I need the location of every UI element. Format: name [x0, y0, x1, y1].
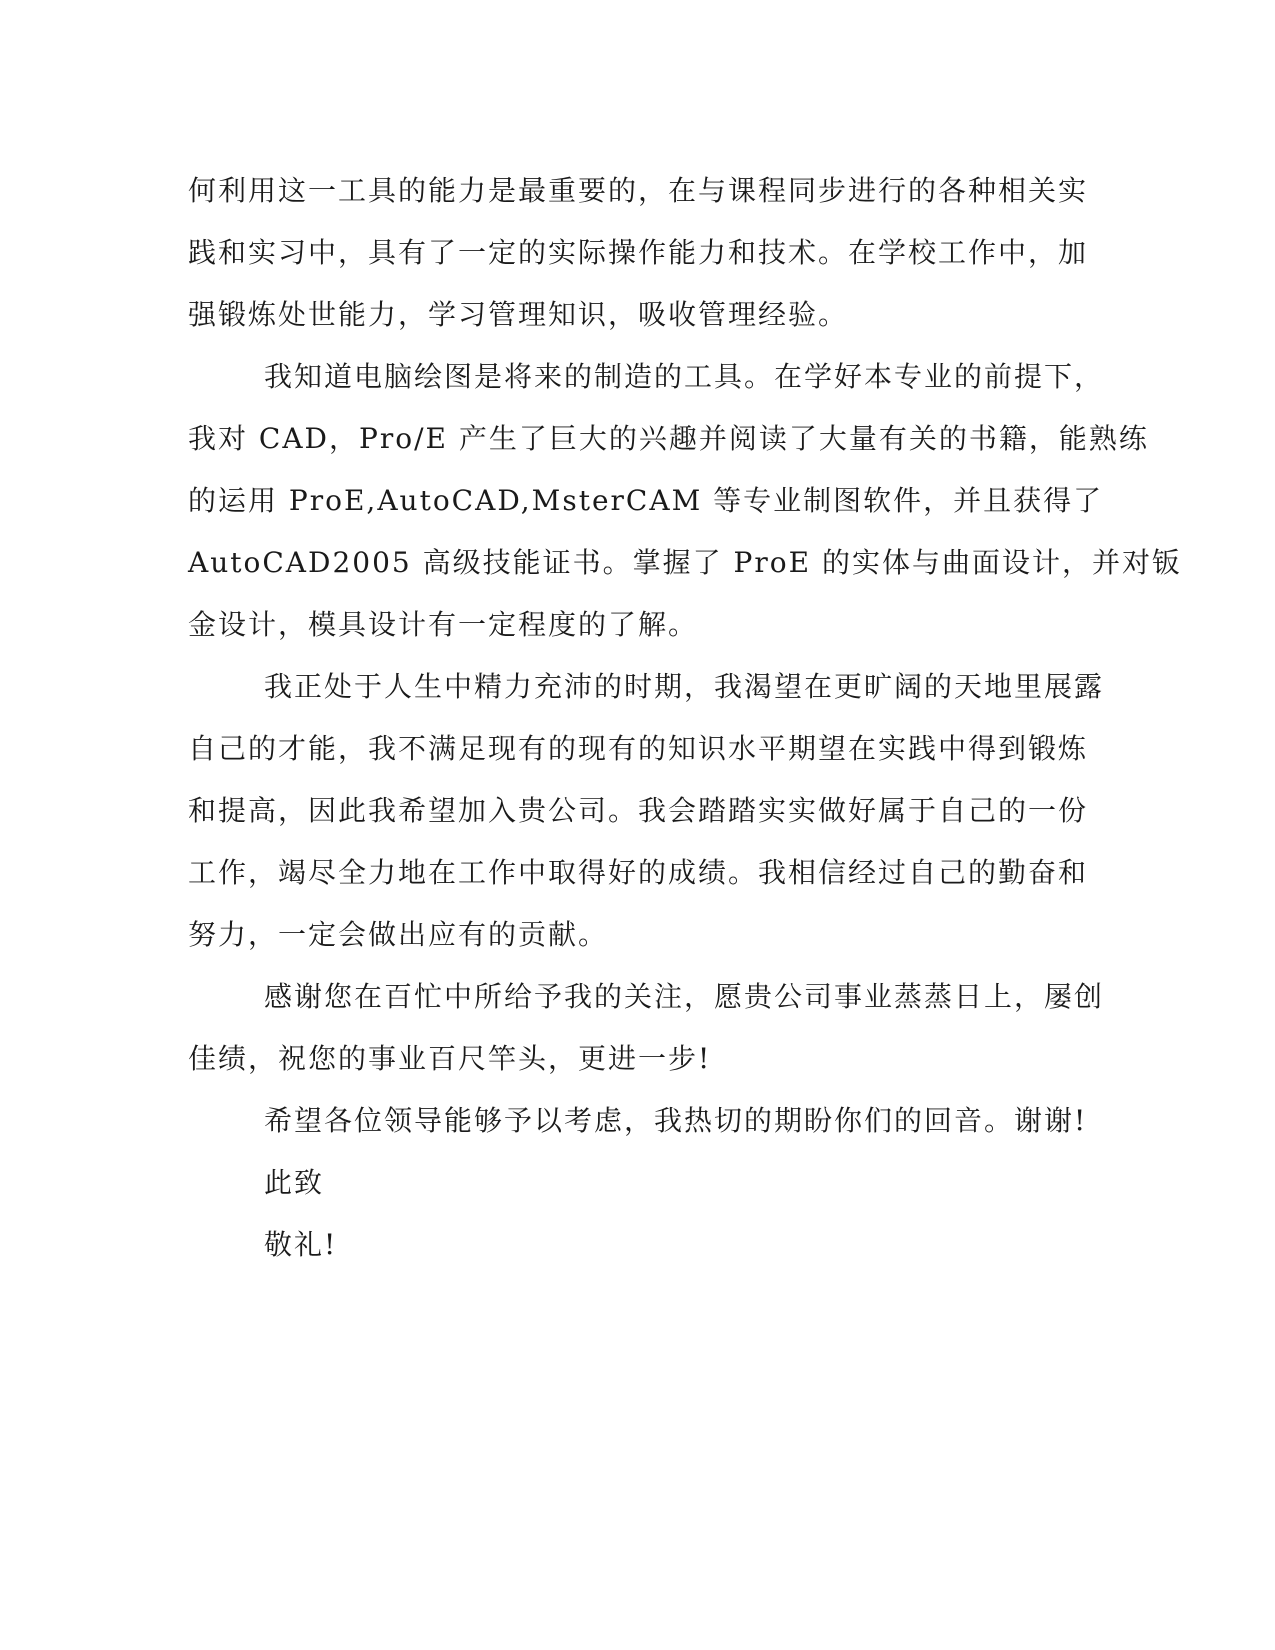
text-line: AutoCAD2005 高级技能证书。掌握了 ProE 的实体与曲面设计，并对钣: [188, 546, 1182, 579]
text-line: 的运用 ProE,AutoCAD,MsterCAM 等专业制图软件，并且获得了: [188, 484, 1104, 517]
text-line: 努力，一定会做出应有的贡献。: [188, 918, 609, 951]
text-line: 践和实习中，具有了一定的实际操作能力和技术。在学校工作中，加: [188, 236, 1089, 269]
text-line: 工作，竭尽全力地在工作中取得好的成绩。我相信经过自己的勤奋和: [188, 856, 1089, 889]
text-line: 金设计，模具设计有一定程度的了解。: [188, 608, 699, 641]
text-line: 自己的才能，我不满足现有的现有的知识水平期望在实践中得到锻炼: [188, 732, 1089, 765]
closing-line: 此致: [264, 1166, 325, 1199]
paragraph-start-line: 我正处于人生中精力充沛的时期，我渴望在更旷阔的天地里展露: [264, 670, 1105, 703]
letter-body: [188, 160, 1182, 1276]
text-line: 佳绩，祝您的事业百尺竿头，更进一步!: [188, 1042, 712, 1075]
text-line: 强锻炼处世能力，学习管理知识，吸收管理经验。: [188, 298, 849, 331]
text-line: 和提高，因此我希望加入贵公司。我会踏踏实实做好属于自己的一份: [188, 794, 1089, 827]
salutation-line: 敬礼!: [264, 1228, 338, 1261]
text-line: 我对 CAD，Pro/E 产生了巨大的兴趣并阅读了大量有关的书籍，能熟练: [188, 422, 1149, 455]
text-line: 何利用这一工具的能力是最重要的，在与课程同步进行的各种相关实: [188, 174, 1089, 207]
paragraph-start-line: 我知道电脑绘图是将来的制造的工具。在学好本专业的前提下，: [264, 360, 1105, 393]
paragraph-start-line: 感谢您在百忙中所给予我的关注，愿贵公司事业蒸蒸日上，屡创: [264, 980, 1105, 1013]
paragraph-start-line: 希望各位领导能够予以考虑，我热切的期盼你们的回音。谢谢!: [264, 1104, 1088, 1137]
